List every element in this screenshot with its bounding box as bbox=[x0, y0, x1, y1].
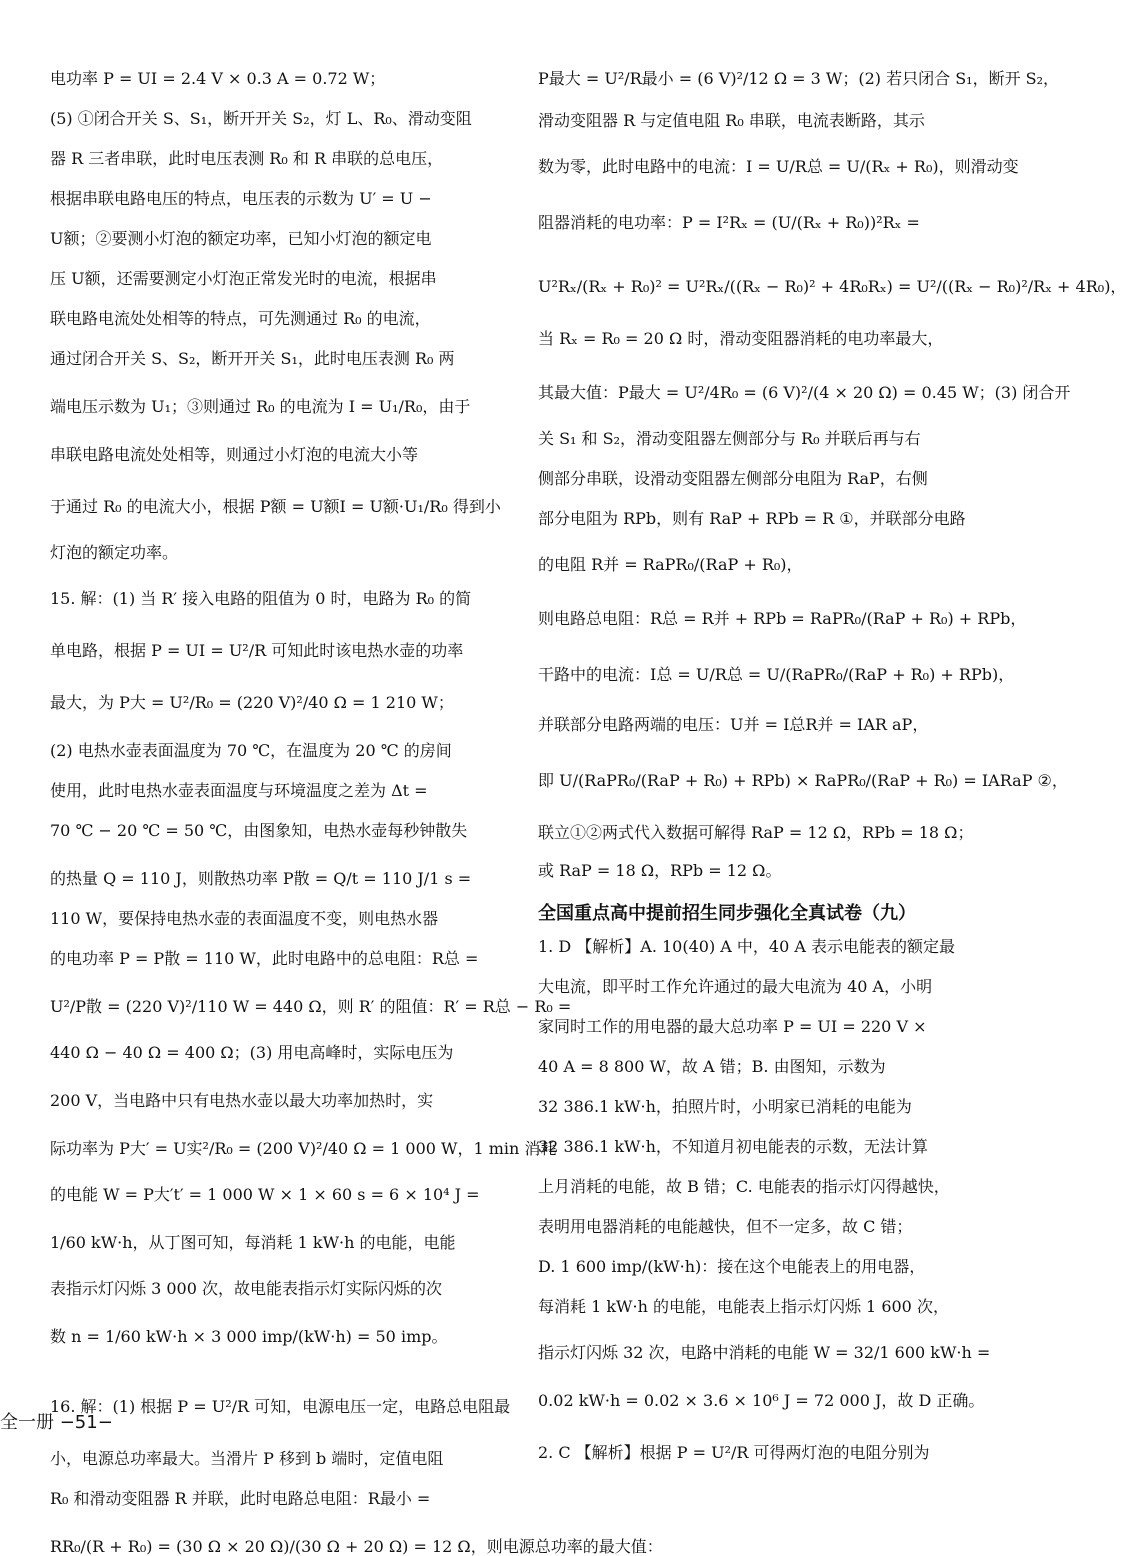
right-text-line: 并联部分电路两端的电压：U并 = I总R并 = IAR aP， bbox=[538, 715, 929, 734]
right-text-line: 部分电阻为 RPb，则有 RaP + RPb = R ①，并联部分电路 bbox=[538, 509, 966, 528]
right-text-line: 当 Rₓ = R₀ = 20 Ω 时，滑动变阻器消耗的电功率最大， bbox=[538, 329, 944, 348]
left-text-line: 小，电源总功率最大。当滑片 P 移到 b 端时，定值电阻 bbox=[50, 1449, 444, 1468]
left-text-line: U额；②要测小灯泡的额定功率，已知小灯泡的额定电 bbox=[50, 229, 432, 248]
left-text-line: 际功率为 P大′ = U实²/R₀ = (200 V)²/40 Ω = 1 000 W，1 min 消耗 bbox=[50, 1139, 557, 1158]
answer-text-line: 上月消耗的电能，故 B 错；C. 电能表的指示灯闪得越快， bbox=[538, 1177, 950, 1196]
answer-text-line: 1. D 【解析】A. 10(40) A 中，40 A 表示电能表的额定最 bbox=[538, 937, 956, 956]
left-text-line: 16. 解：(1) 根据 P = U²/R 可知，电源电压一定，电路总电阻最 bbox=[50, 1397, 511, 1416]
right-column bbox=[538, 69, 1126, 1462]
right-text-line: U²Rₓ/(Rₓ + R₀)² = U²Rₓ/((Rₓ − R₀)² + 4R₀Rₓ) = U²/((Rₓ − R₀)²/Rₓ + 4R₀)， bbox=[538, 277, 1126, 296]
answer-text-line: 每消耗 1 kW·h 的电能，电能表上指示灯闪烁 1 600 次， bbox=[538, 1297, 949, 1316]
left-text-line: 440 Ω − 40 Ω = 400 Ω；(3) 用电高峰时，实际电压为 bbox=[50, 1043, 454, 1062]
answer-text-line: 0.02 kW·h = 0.02 × 3.6 × 10⁶ J = 72 000 J，故 D 正确。 bbox=[538, 1391, 985, 1410]
left-text-line: 端电压示数为 U₁；③则通过 R₀ 的电流为 I = U₁/R₀，由于 bbox=[50, 397, 471, 416]
left-text-line: 压 U额，还需要测定小灯泡正常发光时的电流，根据串 bbox=[50, 269, 437, 288]
left-text-line: 联电路电流处处相等的特点，可先测通过 R₀ 的电流， bbox=[50, 309, 431, 328]
left-text-line: 根据串联电路电压的特点，电压表的示数为 U′ = U − bbox=[50, 189, 432, 208]
left-text-line: 表指示灯闪烁 3 000 次，故电能表指示灯实际闪烁的次 bbox=[50, 1279, 442, 1298]
right-text-line: 的电阻 R并 = RaPR₀/(RaP + R₀)， bbox=[538, 555, 803, 574]
right-text-line: 侧部分串联，设滑动变阻器左侧部分电阻为 RaP，右侧 bbox=[538, 469, 928, 488]
left-text-line: 单电路，根据 P = UI = U²/R 可知此时该电热水壶的功率 bbox=[50, 641, 464, 660]
left-text-line: 于通过 R₀ 的电流大小，根据 P额 = U额I = U额·U₁/R₀ 得到小 bbox=[50, 497, 501, 516]
right-text-line: 联立①②两式代入数据可解得 RaP = 12 Ω，RPb = 18 Ω； bbox=[538, 823, 974, 842]
left-text-line: 器 R 三者串联，此时电压表测 R₀ 和 R 串联的总电压， bbox=[50, 149, 444, 168]
left-text-line: U²/P散 = (220 V)²/110 W = 440 Ω，则 R′ 的阻值：R′ = R总 − R₀ = bbox=[50, 997, 572, 1016]
page-footer: 全一册 −51− bbox=[0, 1412, 113, 1433]
left-text-line: 灯泡的额定功率。 bbox=[50, 543, 179, 562]
right-text-line: 数为零，此时电路中的电流：I = U/R总 = U/(Rₓ + R₀)，则滑动变 bbox=[538, 157, 1019, 176]
left-text-line: R₀ 和滑动变阻器 R 并联，此时电路总电阻：R最小 = bbox=[50, 1489, 431, 1508]
left-text-line: 的电功率 P = P散 = 110 W，此时电路中的总电阻：R总 = bbox=[50, 949, 479, 968]
answer-text-line: 家同时工作的用电器的最大总功率 P = UI = 220 V × bbox=[538, 1017, 927, 1036]
left-text-line: 的热量 Q = 110 J，则散热功率 P散 = Q/t = 110 J/1 s = bbox=[50, 869, 472, 888]
left-text-line: 使用，此时电热水壶表面温度与环境温度之差为 Δt = bbox=[50, 781, 428, 800]
left-text-line: RR₀/(R + R₀) = (30 Ω × 20 Ω)/(30 Ω + 20 Ω) = 12 Ω，则电源总功率的最大值： bbox=[50, 1537, 663, 1556]
right-text-line: 滑动变阻器 R 与定值电阻 R₀ 串联，电流表断路，其示 bbox=[538, 111, 925, 130]
section-title: 全国重点高中提前招生同步强化全真试卷（九） bbox=[538, 903, 916, 923]
left-text-line: 200 V，当电路中只有电热水壶以最大功率加热时，实 bbox=[50, 1091, 434, 1110]
answer-text-line: D. 1 600 imp/(kW·h)：接在这个电能表上的用电器， bbox=[538, 1257, 926, 1276]
answer-text-line: 40 A = 8 800 W，故 A 错；B. 由图知，示数为 bbox=[538, 1057, 886, 1076]
answer-text-line: 32 386.1 kW·h，不知道月初电能表的示数，无法计算 bbox=[538, 1137, 928, 1156]
answer-text-line: 大电流，即平时工作允许通过的最大电流为 40 A，小明 bbox=[538, 977, 933, 996]
left-text-line: 70 ℃ − 20 ℃ = 50 ℃，由图象知，电热水壶每秒钟散失 bbox=[50, 821, 468, 840]
right-text-line: 即 U/(RaPR₀/(RaP + R₀) + RPb) × RaPR₀/(RaP + R₀) = IARaP ②， bbox=[538, 771, 1068, 790]
right-text-line: 干路中的电流：I总 = U/R总 = U/(RaPR₀/(RaP + R₀) + RPb)， bbox=[538, 665, 1015, 684]
left-text-line: 110 W，要保持电热水壶的表面温度不变，则电热水器 bbox=[50, 909, 439, 928]
left-text-line: 15. 解：(1) 当 R′ 接入电路的阻值为 0 时，电路为 R₀ 的简 bbox=[50, 589, 472, 608]
right-text-line: 阻器消耗的电功率：P = I²Rₓ = (U/(Rₓ + R₀))²Rₓ = bbox=[538, 213, 920, 232]
answer-text-line: 32 386.1 kW·h，拍照片时，小明家已消耗的电能为 bbox=[538, 1097, 912, 1116]
right-text-line: 或 RaP = 18 Ω，RPb = 12 Ω。 bbox=[538, 861, 782, 880]
answer-text-line: 表明用电器消耗的电能越快，但不一定多，故 C 错； bbox=[538, 1217, 913, 1236]
left-text-line: 串联电路电流处处相等，则通过小灯泡的电流大小等 bbox=[50, 445, 419, 464]
left-text-line: 的电能 W = P大′t′ = 1 000 W × 1 × 60 s = 6 × 10⁴ J = bbox=[50, 1185, 480, 1204]
left-text-line: 电功率 P = UI = 2.4 V × 0.3 A = 0.72 W； bbox=[50, 69, 386, 88]
left-text-line: (5) ①闭合开关 S、S₁，断开开关 S₂，灯 L、R₀、滑动变阻 bbox=[50, 109, 472, 128]
right-text-line: 其最大值：P最大 = U²/4R₀ = (6 V)²/(4 × 20 Ω) = 0.45 W；(3) 闭合开 bbox=[538, 383, 1071, 402]
answer-text-line: 2. C 【解析】根据 P = U²/R 可得两灯泡的电阻分别为 bbox=[538, 1443, 930, 1462]
left-text-line: 通过闭合开关 S、S₂，断开开关 S₁，此时电压表测 R₀ 两 bbox=[50, 349, 455, 368]
right-text-line: 关 S₁ 和 S₂，滑动变阻器左侧部分与 R₀ 并联后再与右 bbox=[538, 429, 921, 448]
left-text-line: (2) 电热水壶表面温度为 70 ℃，在温度为 20 ℃ 的房间 bbox=[50, 741, 452, 760]
left-text-line: 数 n = 1/60 kW·h × 3 000 imp/(kW·h) = 50 imp。 bbox=[50, 1327, 448, 1346]
answer-text-line: 指示灯闪烁 32 次，电路中消耗的电能 W = 32/1 600 kW·h = bbox=[538, 1343, 991, 1362]
left-text-line: 1/60 kW·h，从丁图可知，每消耗 1 kW·h 的电能，电能 bbox=[50, 1233, 456, 1252]
right-text-line: 则电路总电阻：R总 = R并 + RPb = RaPR₀/(RaP + R₀) + RPb， bbox=[538, 609, 1027, 628]
right-text-line: P最大 = U²/R最小 = (6 V)²/12 Ω = 3 W；(2) 若只闭合 S₁，断开 S₂， bbox=[538, 69, 1060, 88]
left-text-line: 最大，为 P大 = U²/R₀ = (220 V)²/40 Ω = 1 210 W； bbox=[50, 693, 454, 712]
